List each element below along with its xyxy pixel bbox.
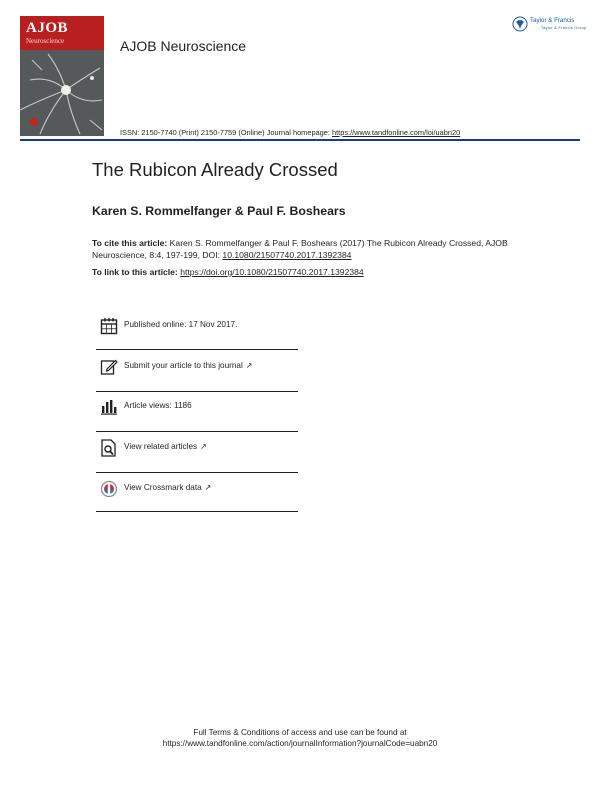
article-title: The Rubicon Already Crossed	[92, 159, 338, 180]
crossmark-icon	[100, 480, 118, 498]
article-views: Article views: 1186	[124, 401, 192, 410]
related-articles-link[interactable]: View related articles	[124, 442, 198, 451]
cover-title: AJOB	[26, 20, 69, 36]
doi-link[interactable]: 10.1080/21507740.2017.1392384	[222, 250, 352, 260]
citation-block	[92, 237, 512, 261]
document-search-icon	[100, 439, 118, 457]
publisher-tagline: Taylor & Francis Group	[541, 26, 587, 30]
publisher-name: Taylor & Francis	[530, 17, 575, 24]
published-row	[96, 311, 298, 352]
publisher-logo-icon	[512, 16, 528, 32]
journal-homepage-link[interactable]: https://www.tandfonline.com/loi/uabn20	[332, 128, 461, 137]
cover-subtitle: Neuroscience	[26, 37, 65, 45]
footer-terms: Full Terms & Conditions of access and use can be found at	[193, 728, 407, 737]
external-link-icon: ↗	[204, 483, 212, 492]
divider	[96, 431, 298, 432]
bar-chart-icon	[100, 398, 118, 416]
issn-line	[120, 128, 460, 137]
external-link-icon: ↗	[245, 361, 253, 370]
crossmark-row[interactable]	[96, 474, 298, 515]
published-date: Published online: 17 Nov 2017.	[124, 320, 238, 329]
article-link-line	[92, 266, 512, 278]
divider	[96, 511, 298, 512]
cite-text: Karen S. Rommelfanger & Paul F. Boshears (2017) The Rubicon Already Crossed, AJOB Neuroscience, 8:4, 197-199, DOI:	[92, 238, 508, 260]
publisher-logo	[512, 14, 587, 38]
journal-name: AJOB Neuroscience	[120, 38, 247, 54]
divider	[96, 349, 298, 350]
submit-row[interactable]	[96, 352, 298, 393]
crossmark-link[interactable]: View Crossmark data	[124, 483, 202, 492]
external-link-icon: ↗	[200, 442, 207, 451]
footer	[0, 727, 600, 749]
issn-text: ISSN: 2150-7740 (Print) 2150-7759 (Online) Journal homepage:	[120, 128, 332, 137]
edit-icon	[100, 358, 118, 376]
authors: Karen S. Rommelfanger & Paul F. Boshears	[92, 204, 346, 218]
article-url-link[interactable]: https://doi.org/10.1080/21507740.2017.1392384	[180, 267, 364, 277]
cover-neuron-image	[20, 50, 104, 136]
divider	[96, 472, 298, 473]
journal-cover	[20, 16, 104, 136]
footer-url-link[interactable]: https://www.tandfonline.com/action/journalInformation?journalCode=uabn20	[162, 739, 438, 748]
views-row	[96, 392, 298, 433]
link-label: To link to this article:	[92, 267, 181, 277]
cite-label: To cite this article:	[92, 238, 168, 248]
submit-article-link[interactable]: Submit your article to this journal	[124, 361, 243, 370]
calendar-icon	[100, 317, 118, 335]
header-rule	[20, 139, 580, 141]
related-row[interactable]	[96, 433, 298, 474]
